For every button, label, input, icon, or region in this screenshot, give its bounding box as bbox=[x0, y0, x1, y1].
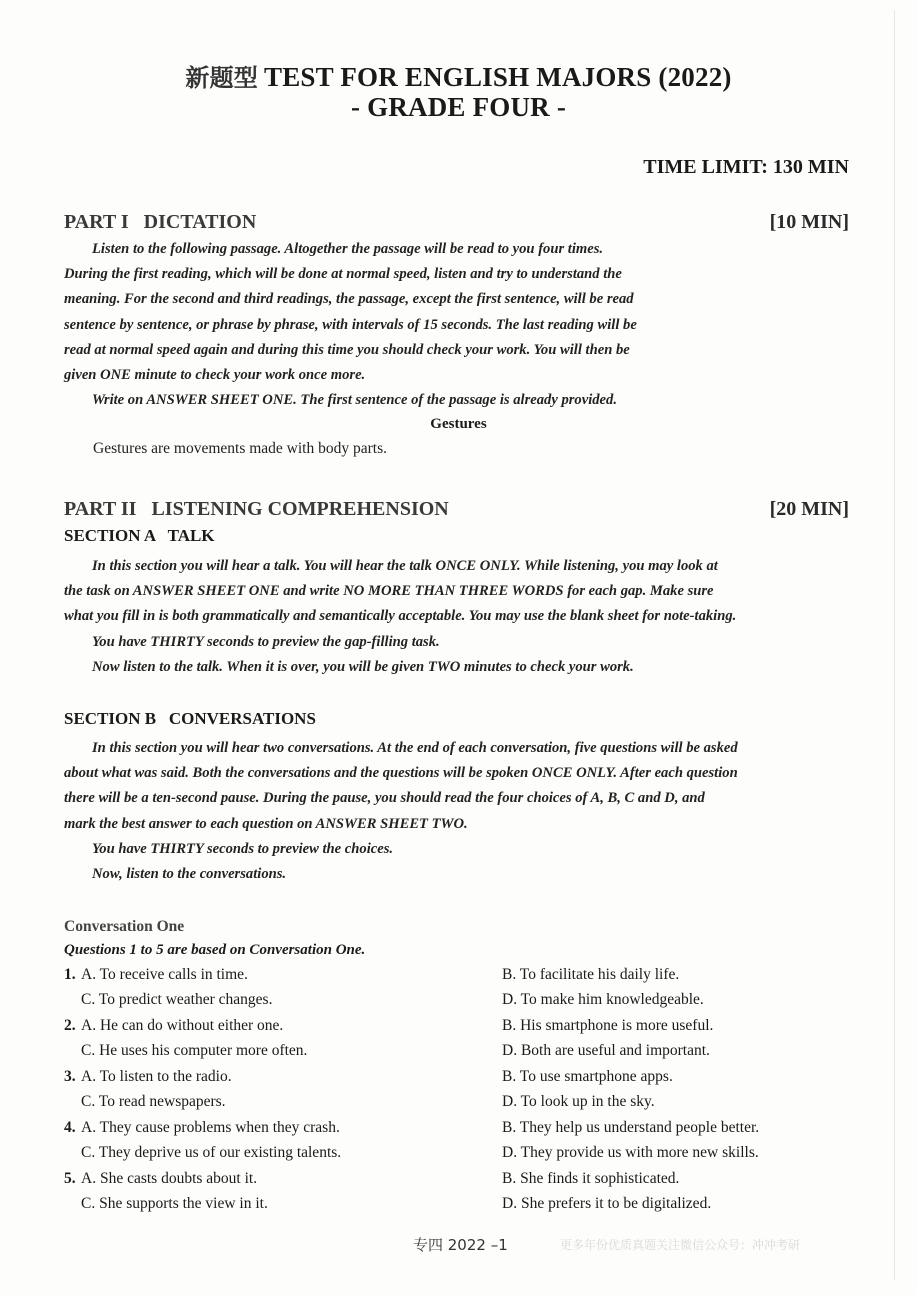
time-limit: TIME LIMIT: 130 MIN bbox=[643, 156, 849, 178]
instruction-line: there will be a ten-second pause. During the pause, you should read the four choices of A, B, C and D, and bbox=[64, 790, 705, 807]
scan-edge-line bbox=[894, 10, 895, 1280]
section-a-heading: SECTION A TALK bbox=[64, 526, 215, 545]
option-d: D. She prefers it to be digitalized. bbox=[502, 1195, 712, 1212]
exam-title bbox=[0, 58, 917, 93]
section-b-instructions bbox=[64, 736, 849, 887]
question-number: 1. bbox=[64, 966, 76, 983]
instruction-line: mark the best answer to each question on ANSWER SHEET TWO. bbox=[64, 815, 468, 832]
question-row bbox=[64, 1119, 864, 1144]
conversation-note: Questions 1 to 5 are based on Conversation One. bbox=[64, 942, 366, 958]
question-row bbox=[64, 1170, 864, 1195]
question-row bbox=[64, 1017, 864, 1042]
page-number: 专四 2022 –1 bbox=[413, 1236, 508, 1254]
watermark-text: 更多年份优质真题关注微信公众号：冲冲考研 bbox=[560, 1238, 801, 1252]
instruction-line: Now listen to the talk. When it is over, you will be given TWO minutes to check your work. bbox=[92, 658, 634, 675]
question-row bbox=[64, 1068, 864, 1093]
instruction-line: Write on ANSWER SHEET ONE. The first sentence of the passage is already provided. bbox=[92, 392, 617, 409]
question-row bbox=[64, 1195, 864, 1220]
question-row bbox=[64, 1093, 864, 1118]
part2-title: PART II LISTENING COMPREHENSION bbox=[64, 498, 449, 520]
section-a-instructions bbox=[64, 554, 849, 680]
instruction-line: read at normal speed again and during this time you should check your work. You will then be bbox=[64, 341, 630, 358]
instruction-line: what you fill in is both grammatically and semantically acceptable. You may use the blank sheet for note-taking. bbox=[64, 608, 737, 625]
part2-minutes: [20 MIN] bbox=[769, 498, 849, 520]
instruction-line: In this section you will hear two conversations. At the end of each conversation, five questions will be asked bbox=[92, 740, 738, 756]
part1-title: PART I DICTATION bbox=[64, 211, 257, 233]
instruction-line: Now, listen to the conversations. bbox=[92, 866, 287, 883]
instruction-line: In this section you will hear a talk. You will hear the talk ONCE ONLY. While listening, you may look at bbox=[92, 558, 718, 574]
option-c: C. To predict weather changes. bbox=[81, 991, 273, 1008]
part2-heading bbox=[64, 498, 849, 521]
option-b: B. They help us understand people better. bbox=[502, 1119, 760, 1136]
instruction-line: You have THIRTY seconds to preview the gap-filling task. bbox=[92, 633, 440, 650]
option-a: A. He can do without either one. bbox=[81, 1017, 284, 1034]
option-d: D. Both are useful and important. bbox=[502, 1042, 710, 1059]
option-c: C. He uses his computer more often. bbox=[81, 1042, 308, 1059]
option-b: B. To facilitate his daily life. bbox=[502, 966, 680, 983]
option-a: A. They cause problems when they crash. bbox=[81, 1119, 340, 1136]
option-a: A. She casts doubts about it. bbox=[81, 1170, 258, 1187]
option-d: D. To look up in the sky. bbox=[502, 1093, 655, 1110]
question-number: 5. bbox=[64, 1170, 76, 1187]
question-row bbox=[64, 966, 864, 991]
option-c: C. To read newspapers. bbox=[81, 1093, 226, 1110]
first-sentence: Gestures are movements made with body parts. bbox=[93, 440, 387, 457]
passage-title: Gestures bbox=[430, 416, 487, 432]
question-row bbox=[64, 1144, 864, 1169]
option-b: B. To use smartphone apps. bbox=[502, 1068, 673, 1085]
option-b: B. His smartphone is more useful. bbox=[502, 1017, 714, 1034]
instruction-line: about what was said. Both the conversations and the questions will be spoken ONCE ONLY. After each question bbox=[64, 765, 738, 782]
question-number: 4. bbox=[64, 1119, 76, 1136]
section-b-heading: SECTION B CONVERSATIONS bbox=[64, 709, 316, 728]
instruction-line: meaning. For the second and third readings, the passage, except the first sentence, will be read bbox=[64, 291, 634, 308]
question-row bbox=[64, 991, 864, 1016]
instruction-line: You have THIRTY seconds to preview the choices. bbox=[92, 840, 394, 857]
option-d: D. They provide us with more new skills. bbox=[502, 1144, 759, 1161]
instruction-line: the task on ANSWER SHEET ONE and write NO MORE THAN THREE WORDS for each gap. Make sure bbox=[64, 583, 714, 600]
part1-heading bbox=[64, 211, 849, 234]
option-c: C. She supports the view in it. bbox=[81, 1195, 268, 1212]
conversation-title: Conversation One bbox=[64, 918, 185, 935]
part1-instructions bbox=[64, 237, 737, 413]
instruction-line: Listen to the following passage. Altogether the passage will be read to you four times. bbox=[92, 241, 604, 257]
option-d: D. To make him knowledgeable. bbox=[502, 991, 704, 1008]
option-b: B. She finds it sophisticated. bbox=[502, 1170, 680, 1187]
title-main: TEST FOR ENGLISH MAJORS (2022) bbox=[264, 62, 732, 92]
instruction-line: sentence by sentence, or phrase by phrase, with intervals of 15 seconds. The last reading will be bbox=[64, 316, 637, 333]
instruction-line: During the first reading, which will be done at normal speed, listen and try to understand the bbox=[64, 266, 622, 283]
option-a: A. To listen to the radio. bbox=[81, 1068, 232, 1085]
question-number: 3. bbox=[64, 1068, 76, 1085]
title-cn: 新题型 bbox=[185, 66, 259, 92]
instruction-line: given ONE minute to check your work once more. bbox=[64, 367, 366, 384]
part1-minutes: [10 MIN] bbox=[769, 211, 849, 233]
exam-subtitle: - GRADE FOUR - bbox=[350, 92, 567, 122]
option-a: A. To receive calls in time. bbox=[81, 966, 248, 983]
option-c: C. They deprive us of our existing talents. bbox=[81, 1144, 342, 1161]
question-number: 2. bbox=[64, 1017, 76, 1034]
question-row bbox=[64, 1042, 864, 1067]
